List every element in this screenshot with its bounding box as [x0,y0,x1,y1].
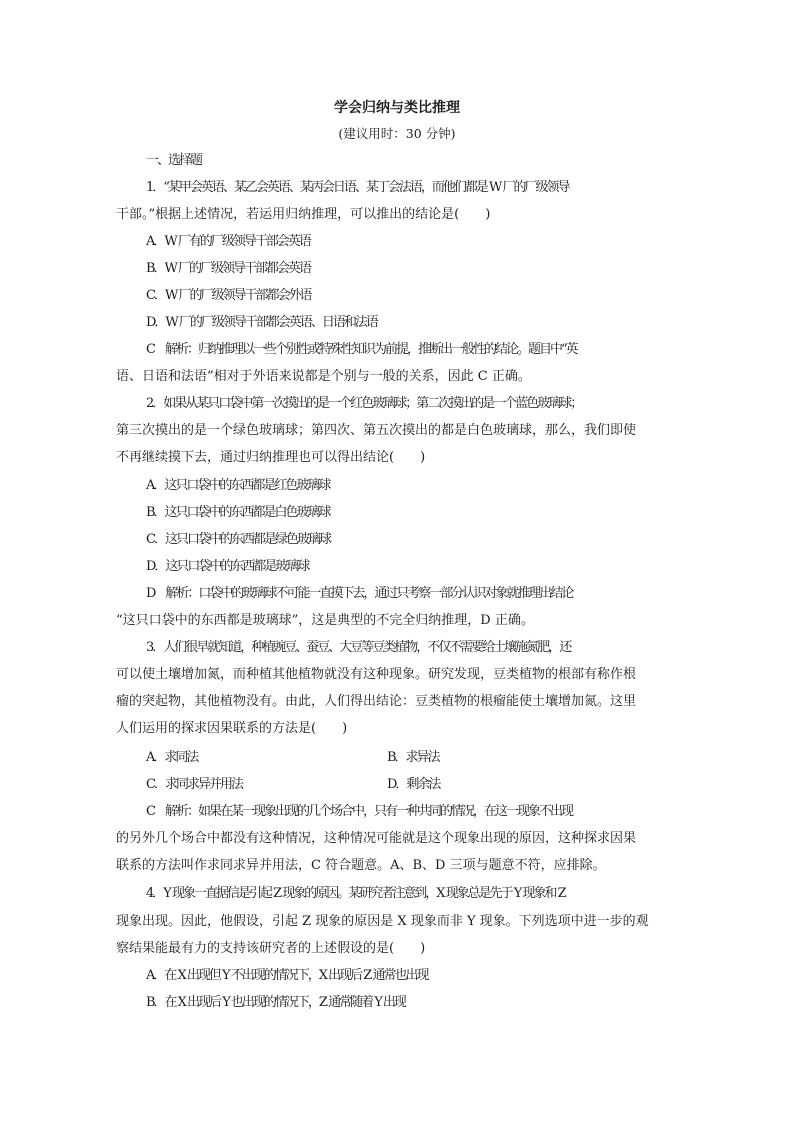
page-subtitle: (建议用时：30 分钟) [338,126,456,141]
q4-stem-line-2: 现象出现。因此，他假设，引起 Z 现象的原因是 X 现象而非 Y 现象。下列选项中进一步的观 [116,914,649,929]
q2-stem-line-2: 第三次摸出的是一个绿色玻璃球；第四次、第五次摸出的都是白色玻璃球，那么，我们即使 [116,423,637,438]
q2-option-d: D．这只口袋中的东西都是玻璃球 [146,559,309,574]
q3-option-b: B．求异法 [387,750,439,765]
q4-option-a: A．在 X 出现但 Y 不出现的情况下，X 出现后 Z 通常也出现 [146,968,428,983]
q3-option-d: D．剩余法 [387,777,440,792]
q1-option-d: D．W 厂的厂级领导干部都会英语、日语和法语 [146,315,377,330]
q1-answer-line-1: C 解析：归纳推理以一些个别性或特殊性知识为前提，推断出一般性的结论。题目中“英 [146,342,577,357]
q2-stem-line-1: 2．如果从某只口袋中第一次摸出的是一个红色玻璃球；第二次摸出的是一个蓝色玻璃球； [146,396,582,411]
q4-stem-line-3: 察结果能最有力的支持该研究者的上述假设的是( ) [116,941,426,956]
q1-stem-line-1: 1．“某甲会英语、某乙会英语、某丙会日语、某丁会法语，而他们都是 W 厂的厂级领导 [146,180,569,195]
q2-answer-line-2: “这只口袋中的东西都是玻璃球”，这是典型的不完全归纳推理，D 正确。 [116,613,534,628]
q1-option-c: C．W 厂的厂级领导干部都会外语 [146,288,311,303]
q3-option-c: C．求同求异并用法 [146,777,242,792]
q3-answer-line-1: C 解析：如果在某一现象出现的几个场合中，只有一种共同的情况，在这一现象不出现 [146,804,572,819]
q1-option-a: A．W 厂有的厂级领导干部会英语 [146,234,310,249]
q2-option-a: A．这只口袋中的东西都是红色玻璃球 [146,478,330,493]
q3-answer-line-3: 联系的方法叫作求同求异并用法，C 符合题意。A、B、D 三项与题意不符，应排除。 [116,858,606,873]
q1-answer-line-2: 语、日语和法语”相对于外语来说都是个别与一般的关系，因此 C 正确。 [116,369,531,384]
q2-stem-line-3: 不再继续摸下去，通过归纳推理也可以得出结论( ) [116,450,426,465]
q3-stem-line-1: 3．人们很早就知道，种植豌豆、蚕豆、大豆等豆类植物，不仅不需要给土壤施氮肥，还 [146,640,571,655]
q3-stem-line-2: 可以使土壤增加氮，而种植其他植物就没有这种现象。研究发现，豆类植物的根部有称作根 [116,667,637,682]
q3-stem-line-4: 人们运用的探求因果联系的方法是( ) [116,721,348,736]
section-heading: 一、选择题 [146,153,202,168]
q3-stem-line-3: 瘤的突起物，其他植物没有。由此，人们得出结论：豆类植物的根瘤能使土壤增加氮。这里 [116,694,637,709]
q2-option-c: C．这只口袋中的东西都是绿色玻璃球 [146,532,330,547]
q1-stem-line-2: 干部。”根据上述情况，若运用归纳推理，可以推出的结论是( ) [116,207,491,222]
page-title: 学会归纳与类比推理 [334,100,460,116]
q1-option-b: B．W 厂的厂级领导干部都会英语 [146,261,311,276]
q3-option-a: A．求同法 [146,750,198,765]
q2-answer-line-1: D 解析：口袋中的玻璃球不可能一直摸下去，通过只考察一部分认识对象就推理出结论 [146,586,573,601]
q4-stem-line-1: 4．Y 现象一直据信是引起 Z 现象的原因。某研究者注意到，X 现象总是先于 Y 现象和 Z [146,886,565,901]
q4-option-b: B．在 X 出现后 Y 也出现的情况下，Z 通常随着 Y 出现 [146,995,405,1010]
q2-option-b: B．这只口袋中的东西都是白色玻璃球 [146,505,330,520]
q3-answer-line-2: 的另外几个场合中都没有这种情况，这种情况可能就是这个现象出现的原因，这种探求因果 [116,831,637,846]
